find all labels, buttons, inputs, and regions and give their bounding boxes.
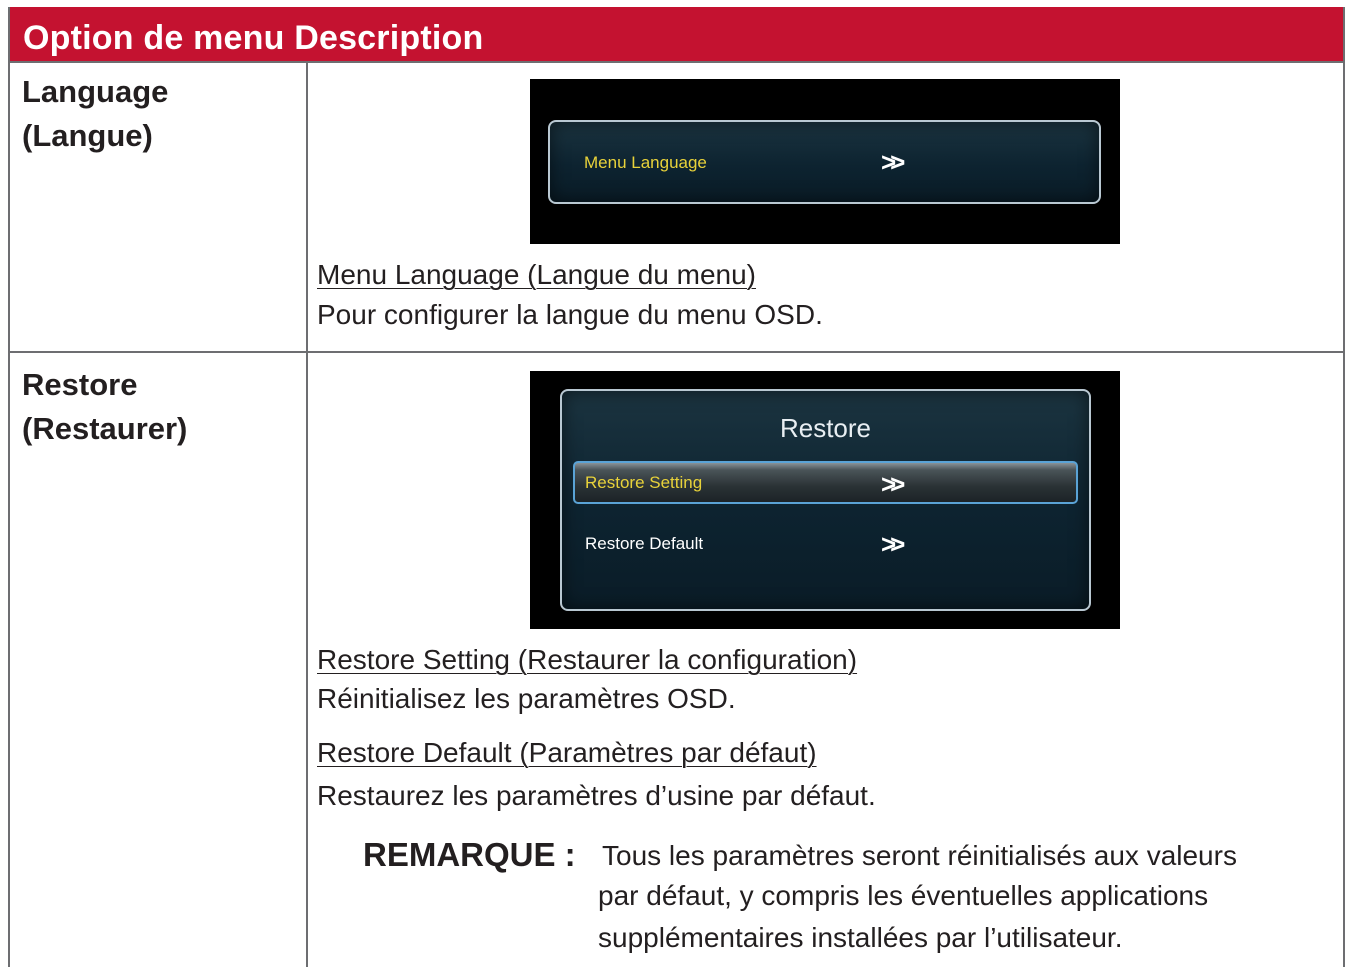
osd-language-screenshot	[530, 79, 1120, 244]
osd-restore-title: Restore	[779, 413, 872, 443]
option-language-label	[22, 70, 168, 158]
option-name: Restore	[22, 367, 138, 402]
osd-restore-screenshot	[530, 371, 1120, 629]
table-header	[10, 7, 1343, 63]
restore-setting-heading: Restore Setting (Restaurer la configuration)	[317, 644, 858, 675]
chevron-double-right-icon: >>	[881, 529, 900, 559]
option-restore-label	[22, 363, 187, 451]
row-divider	[10, 351, 1343, 353]
note-label: REMARQUE :	[363, 836, 576, 873]
table-header-title: Option de menu Description	[23, 19, 484, 57]
osd-restore-panel	[560, 389, 1091, 611]
restore-default-text: Restaurez les paramètres d’usine par défaut.	[317, 780, 876, 811]
menu-language-heading: Menu Language (Langue du menu)	[317, 259, 757, 290]
chevron-double-right-icon: >>	[881, 469, 900, 499]
note-text-line: par défaut, y compris les éventuelles applications	[598, 880, 1209, 911]
osd-item-label: Restore Setting	[585, 473, 703, 492]
menu-language-text: Pour configurer la langue du menu OSD.	[317, 299, 823, 330]
restore-default-heading: Restore Default (Paramètres par défaut)	[317, 737, 817, 768]
column-divider	[306, 63, 308, 967]
osd-restore-default-row	[573, 524, 1078, 567]
osd-restore-setting-row	[573, 461, 1078, 504]
option-name: Language	[22, 74, 169, 109]
chevron-double-right-icon: >>	[881, 147, 900, 177]
option-name-translation: (Langue)	[22, 118, 153, 153]
option-name-translation: (Restaurer)	[22, 411, 188, 446]
osd-item-label: Menu Language	[584, 153, 707, 172]
osd-menu-language-row	[548, 120, 1101, 204]
restore-setting-text: Réinitialisez les paramètres OSD.	[317, 683, 736, 714]
osd-item-label: Restore Default	[585, 534, 704, 553]
note-text-line: supplémentaires installées par l’utilisateur.	[598, 922, 1123, 953]
note-text-line: Tous les paramètres seront réinitialisés aux valeurs	[602, 840, 1237, 871]
